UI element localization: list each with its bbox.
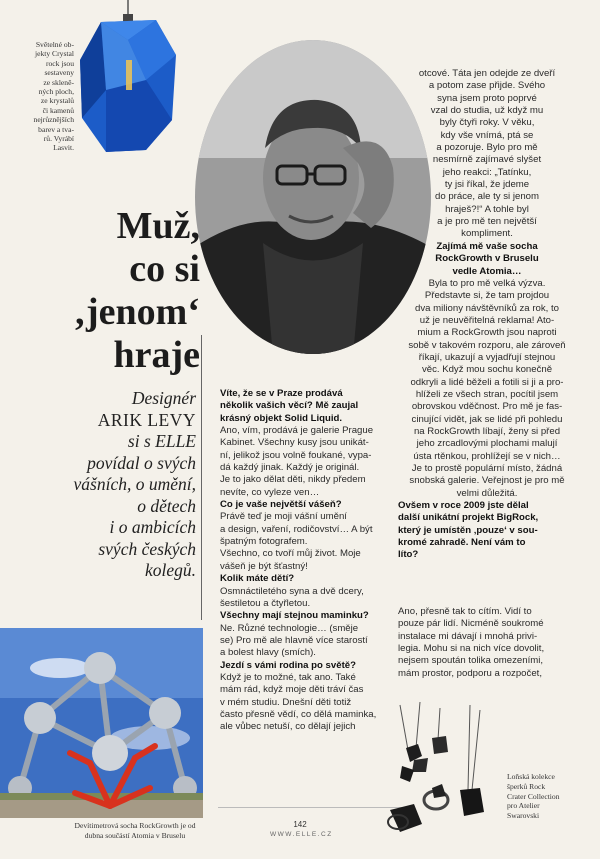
lamp-caption-line: jekty Crystal (34, 49, 74, 59)
interview-answer-line: věc. Když mou sochu konečně (421, 364, 553, 376)
interview-question-line: Zajímá mě vaše socha (436, 240, 538, 252)
jewelry-caption (507, 772, 587, 821)
magazine-url[interactable]: WWW.ELLE.CZ (270, 831, 333, 838)
intro-line: kolegů. (144, 560, 196, 580)
interview-answer-line: byly čtyři roky. V věku, (439, 117, 535, 129)
interview-answer-line: jeho zrcadlovými plochami malují (416, 438, 558, 450)
interview-answer-line: mám prostor, podporu a rozpočet, (398, 667, 542, 679)
interview-answer-line: Právě teď je moji vášní umění (220, 511, 347, 523)
interview-answer-line: a je pro mě ten největší (437, 216, 537, 228)
interview-answer-line: dva miliony návštěvníků za rok, to (415, 302, 559, 314)
atomium-rockgrowth-photo (0, 628, 203, 818)
lamp-caption-line: ných ploch, (38, 87, 74, 97)
interview-question-line: Ovšem v roce 2009 jste dělal (398, 500, 529, 512)
intro-line: i o ambicích (109, 517, 196, 537)
lamp-caption-line: rock jsou (45, 58, 74, 68)
interview-answer-line: mám rád, když moje děti tráví čas (220, 684, 364, 696)
headline-line: co si (129, 248, 200, 290)
jewelry-caption-line: Loňská kolekce (507, 772, 555, 781)
interview-answer-line: Ano, vím, prodává je galerie Prague (220, 425, 374, 437)
interview-answer-line: vzal do studia, už když mu (430, 105, 544, 117)
interview-column-middle (220, 388, 400, 734)
interview-answer-line: jeho reakci: „Tatínku, (442, 166, 532, 178)
intro-line: vášních, o umění, (73, 474, 196, 494)
interview-answer-line: Byla to pro mě velká výzva. (428, 277, 546, 289)
crystal-rock-lamp-image (76, 0, 181, 160)
lamp-caption-line: barev a tva- (38, 124, 74, 134)
interview-answer-line: Když je to možné, tak ano. Také (220, 671, 356, 683)
interview-answer-line: na RockGrowth líbají, ženy si před (413, 425, 561, 437)
interview-answer-line: a pozoruje. Bylo pro mě (436, 142, 538, 154)
interview-answer-line: instalace mi dávají i mnohá privi- (398, 630, 538, 642)
interview-answer-line: do práce, ale ty si jenom (435, 191, 539, 203)
headline-line: Muž, (116, 205, 200, 247)
atomium-caption-line: dubna součástí Atomia v Bruselu (84, 830, 186, 840)
interview-question-line: Co je vaše největší vášeň? (220, 499, 342, 511)
intro-line: o dětech (137, 495, 196, 516)
jewelry-caption-line: šperků Rock (507, 781, 546, 791)
interview-answer-line: ní, jelikož jsou volně foukané, vypa- (220, 449, 372, 461)
interview-answer-line: nevíte, co vyleze ven… (220, 486, 320, 498)
intro-designer-name: ARIK LEVY (97, 409, 196, 430)
interview-answer-line: cinující vidět, jak se lidé při pohledu (411, 413, 563, 425)
interview-question-line: vedle Atomia… (452, 265, 522, 277)
intro-line: Designér (131, 388, 196, 408)
jewelry-caption-line: Swarovski (507, 811, 540, 821)
designer-portrait-photo (193, 38, 433, 356)
lamp-caption-line: rů. Vyrábí (43, 134, 74, 144)
interview-answer-line: Kabinet. Všechny kusy jsou unikát- (220, 437, 369, 449)
article-intro (50, 388, 196, 582)
interview-answer-line: špatným fotografem. (220, 536, 308, 548)
jewelry-caption-line: pro Atelier (507, 801, 540, 811)
lamp-caption-line: či kamenů (42, 105, 74, 115)
interview-answer-line: ústa rtěnkou, prohlížejí se v nich… (413, 450, 561, 462)
interview-question-line: který je umístěn ‚pouze‘ v sou- (398, 524, 538, 536)
interview-question-line: Všechny mají stejnou maminku? (220, 610, 369, 622)
interview-answer-line: často přesně vědí, co dělá maminka, (220, 708, 377, 720)
interview-answer-line: kompliment. (461, 228, 513, 240)
jewelry-caption-line: Crater Collection (507, 791, 560, 801)
atomium-caption-line: Devítimetrová socha RockGrowth je od (74, 821, 196, 830)
headline-line: ‚jenom‘ (73, 291, 200, 333)
article-headline (30, 205, 200, 377)
interview-question-line: Víte, že se v Praze prodává (220, 388, 343, 399)
interview-answer-line: obrovskou vděčnost. Pro mě je fas- (411, 401, 563, 413)
headline-line: hraje (113, 334, 200, 376)
interview-answer-line: kdy vše vnímá, ptá se (440, 129, 534, 141)
interview-question-line: líto? (398, 549, 419, 561)
interview-answer-line: odkryli a lidé běželi a fotili si ji a pro- (410, 376, 564, 388)
interview-question-line: několik vašich věcí? Mě zaujal (220, 400, 359, 412)
interview-answer-line: Ano, přesně tak to cítím. Vidí to (398, 606, 532, 617)
interview-answer-line: snobská galerie. Veřejnost je pro mě (409, 475, 565, 487)
interview-answer-line: hraješ?!“ A tohle byl (445, 203, 529, 215)
interview-answer-line: dá každý jinak. Každý je originál. (220, 462, 360, 474)
interview-column-right-end (398, 606, 576, 680)
rock-crater-jewelry-photo (380, 700, 500, 850)
interview-answer-line: Je to prostě populární místo, žádná (411, 463, 563, 474)
interview-question-line: RockGrowth v Bruselu (435, 253, 539, 265)
interview-answer-line: říkají, ukazují a vyjadřují stejnou (418, 351, 556, 363)
intro-line: svých českých (98, 538, 196, 559)
interview-answer-line: nejsem spoután tolika omezeními, (398, 655, 544, 667)
page-number: 142 (293, 820, 307, 829)
interview-answer-line: Je to jako dělat děti, nikdy předem (220, 474, 366, 486)
interview-answer-line: ale vůbec netuší, co dělají jejich (220, 721, 356, 733)
intro-line: povídal o svých (87, 452, 196, 473)
interview-answer-line: ty jsi říkal, že jdeme (444, 179, 530, 191)
interview-answer-line: a potom zase přijde. Svého (428, 80, 546, 92)
interview-answer-line: velmi důležitá. (456, 487, 518, 499)
lamp-caption-line: sestaveny (44, 68, 74, 78)
interview-question-line: kromé zahradě. Není vám to (398, 537, 526, 549)
interview-answer-line: Ne. Různé technologie… (směje (220, 622, 359, 634)
page-folio (270, 820, 333, 840)
atomium-caption (60, 821, 210, 840)
intro-line: si s ELLE (127, 431, 196, 451)
interview-question-line: krásný objekt Solid Liquid. (220, 412, 343, 424)
interview-question-line: Kolik máte dětí? (220, 573, 295, 585)
lamp-caption-line: ze skleně- (43, 77, 74, 87)
interview-answer-line: vášeň je být šťastný! (220, 560, 308, 572)
interview-answer-line: Představte si, že tam projdou (424, 290, 550, 302)
interview-answer-line: legia. Mohu si na nich více dovolit, (398, 643, 545, 655)
interview-answer-line: a bolest hlavy (smích). (220, 647, 316, 659)
interview-answer-line: v mém studiu. Dnešní děti totiž (220, 696, 352, 708)
interview-answer-line: nesmírně zajímavé slyšet (432, 154, 542, 166)
interview-answer-line: mium a RockGrowth jsou naproti (417, 327, 557, 339)
interview-answer-line: a design, vaření, rodičovství… A být (220, 523, 373, 535)
interview-column-right (398, 68, 576, 562)
interview-answer-line: Osmnáctiletého syna a dvě dcery, (220, 585, 364, 597)
interview-question-line: další unikátní projekt BigRock, (398, 512, 539, 524)
lamp-caption-line: nejrůznějších (33, 115, 74, 125)
lamp-caption-line: Světelné ob- (35, 40, 74, 49)
interview-answer-line: sobě v takovém rozporu, ale zároveň (408, 339, 566, 351)
lamp-caption (12, 40, 74, 153)
lamp-caption-line: Lasvit. (53, 143, 74, 153)
interview-answer-line: hlíželi ze všech stran, pocítil jsem (415, 388, 559, 400)
column-divider (201, 335, 202, 620)
interview-answer-line: syna jsem proto poprvé (437, 92, 537, 104)
interview-question-line: Jezdí s vámi rodina po světě? (220, 659, 356, 671)
interview-answer-line: šestiletou a čtyřletou. (220, 597, 311, 609)
interview-answer-line: se) Pro mě ale hlavně více starostí (220, 634, 368, 646)
interview-answer-line: Všechno, co tvoří můj život. Moje (220, 548, 361, 560)
interview-answer-line: už je neuvěřitelná reklama! Ato- (419, 314, 555, 326)
interview-answer-line: otcové. Táta jen odejde ze dveří (418, 68, 556, 79)
interview-answer-line: pouze pár lidí. Nicméně soukromé (398, 618, 544, 630)
lamp-caption-line: ze krystalů (40, 96, 74, 106)
